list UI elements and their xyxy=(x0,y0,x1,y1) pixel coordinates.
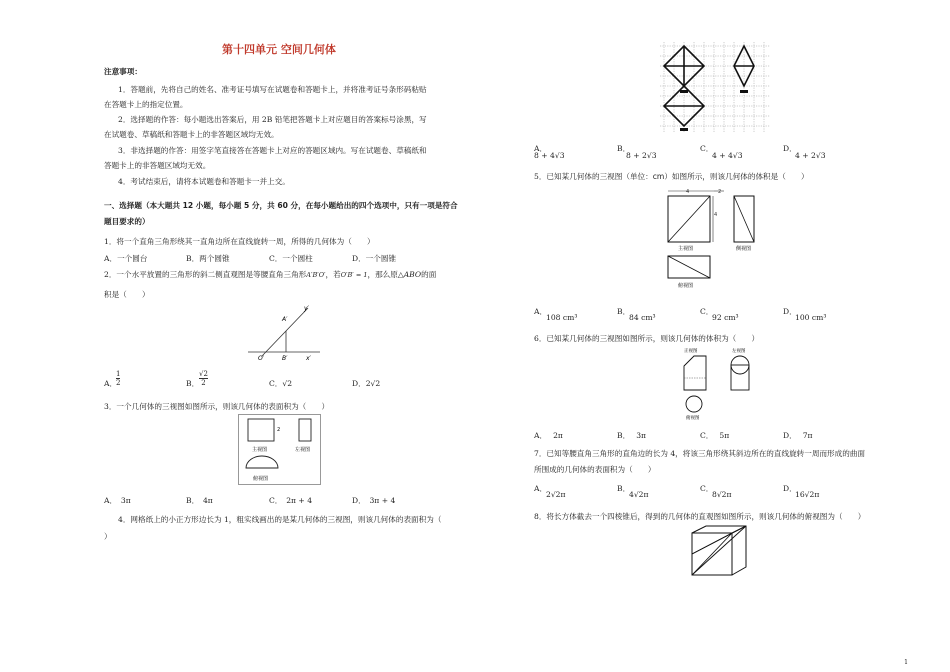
label-side: 左视图 xyxy=(295,447,311,453)
question-3: 3．一个几何体的三视图如图所示，则该几何体的表面积为（ ） xyxy=(104,402,330,411)
page-number: 1 xyxy=(904,659,908,666)
q4-option-a-value: 8 + 4√3 xyxy=(534,151,565,160)
cut-edge-4 xyxy=(692,526,746,554)
q2-figure xyxy=(240,304,330,364)
question-7: 7．已知等腰直角三角形的直角边的长为 4，将该三角形绕其斜边所在的直线旋转一周而形成的曲面 xyxy=(534,449,866,458)
q3-option-b: B． 4π xyxy=(186,496,213,505)
q4-option-d: D． xyxy=(783,144,797,153)
q2-triangle-abo: △ABO xyxy=(397,270,422,279)
q4-option-c-value: 4 + 4√3 xyxy=(712,151,743,160)
label-front: 正视图 xyxy=(684,349,698,354)
q4-option-b-value: 8 + 2√3 xyxy=(626,151,657,160)
notice-line: 4．考试结束后，请将本试题卷和答题卡一并上交。 xyxy=(118,177,290,186)
label-front: 主视图 xyxy=(252,447,268,453)
q5-option-b: B． xyxy=(617,307,631,316)
q7-option-c-value: 8√2π xyxy=(712,490,732,499)
label-front: 主视图 xyxy=(678,246,694,252)
q1-option-c: C．一个圆柱 xyxy=(269,254,313,263)
q6-option-c: C． 5π xyxy=(700,431,730,440)
q2-option-b: B． xyxy=(186,379,200,388)
q2-text-c: ，若 xyxy=(325,270,341,279)
q5-unit: cm xyxy=(652,172,665,181)
q3-option-d: D． 3π + 4 xyxy=(352,496,396,505)
question-8: 8．将长方体截去一个四棱锥后，得到的几何体的直观图如图所示，则该几何体的俯视图为（ ） xyxy=(534,512,866,521)
q7-option-d: D． xyxy=(783,484,797,493)
question-2 xyxy=(104,269,436,280)
label-y: y′ xyxy=(304,305,309,312)
dim-v-label: 4 xyxy=(714,212,718,218)
question-5: 5．已知某几何体的三视图（单位：cm）如图所示，则该几何体的体积是（ ） xyxy=(534,172,809,181)
q6-option-d: D． 7π xyxy=(783,431,813,440)
section-heading-cont: 题目要求的） xyxy=(104,217,150,226)
question-2-cont: 积是（ ） xyxy=(104,290,150,299)
q5-figure xyxy=(664,186,764,292)
q7-option-b-value: 4√2π xyxy=(629,490,649,499)
q5-option-a-value: 108 cm³ xyxy=(546,313,578,322)
q2-option-c-value: √2 xyxy=(282,379,293,388)
q2-option-a: A． xyxy=(104,379,118,388)
q6-figure xyxy=(676,346,756,422)
front-diagonal xyxy=(668,196,710,242)
q2-option-c: C．√2 xyxy=(269,379,293,388)
q2-text-g: 的面 xyxy=(421,270,437,279)
q1-option-a: A．一个圆台 xyxy=(104,254,148,263)
q3-option-c: C． 2π + 4 xyxy=(269,496,313,505)
top-diagonal xyxy=(668,256,710,278)
notice-line: 在答题卡上的指定位置。 xyxy=(104,100,188,109)
q1-option-b: B．两个圆锥 xyxy=(186,254,230,263)
q5-option-a: A． xyxy=(534,307,548,316)
q5-option-c-value: 92 cm³ xyxy=(712,313,739,322)
top-view-semicircle xyxy=(246,456,278,468)
q6-option-a: A． 2π xyxy=(534,431,563,440)
question-4: 4．网格纸上的小正方形边长为 1，粗实线画出的是某几何体的三视图，则该几何体的表面积为（ xyxy=(118,515,442,524)
dim-2-label: 2 xyxy=(718,189,722,195)
q3-figure xyxy=(238,414,322,486)
front-view-tag xyxy=(680,90,688,93)
q2-triangle-label: A′B′O′ xyxy=(306,271,326,279)
label-a: A′ xyxy=(282,316,288,323)
q2-option-d: D．2√2 xyxy=(352,379,381,388)
q6-option-b: B． 3π xyxy=(617,431,647,440)
q2-length: O′B′ = 1 xyxy=(340,271,368,279)
top-view-circle xyxy=(686,396,702,412)
notice-heading: 注意事项： xyxy=(104,67,142,76)
q7-option-a: A． xyxy=(534,484,548,493)
label-side: 侧视图 xyxy=(736,246,752,252)
q8-figure xyxy=(690,525,752,581)
q2-option-a-value: 1 2 xyxy=(116,370,121,387)
q5-option-d-value: 100 cm³ xyxy=(795,313,827,322)
q4-option-c: C． xyxy=(700,144,714,153)
q4-option-b: B． xyxy=(617,144,631,153)
question-7-cont: 所围成的几何体的表面积为（ ） xyxy=(534,465,656,474)
notice-line: 1．答题前，先将自己的姓名、准考证号填写在试题卷和答题卡上，并将准考证号条形码粘贴 xyxy=(118,85,427,94)
q2-text-e: ，那么原 xyxy=(367,270,398,279)
top-view-tag xyxy=(680,128,688,131)
front-view xyxy=(248,419,274,441)
question-1: 1．将一个直角三角形绕其一直角边所在直线旋转一周，所得的几何体为（ ） xyxy=(104,237,375,246)
q7-option-b: B． xyxy=(617,484,631,493)
question-4-cont: ） xyxy=(104,532,112,541)
q5-option-b-value: 84 cm³ xyxy=(629,313,656,322)
page-title: 第十四单元 空间几何体 xyxy=(222,43,336,56)
notice-line: 3．非选择题的作答：用签字笔直接答在答题卡上对应的答题区域内。写在试题卷、草稿纸和 xyxy=(118,146,427,155)
section-heading: 一、选择题（本大题共 12 小题，每小题 5 分，共 60 分，在每小题给出的四个选项中，只有一项是符合 xyxy=(104,201,458,210)
label-o: O′ xyxy=(258,355,265,362)
label-top: 俯视图 xyxy=(686,416,700,421)
q1-option-d: D．一个圆锥 xyxy=(352,254,397,263)
side-view-rect xyxy=(731,365,749,390)
q5-option-d: D． xyxy=(783,307,797,316)
side-diagonal xyxy=(734,196,754,242)
q5-option-c: C． xyxy=(700,307,714,316)
q4-option-d-value: 4 + 2√3 xyxy=(795,151,826,160)
q4-option-a: A． xyxy=(534,144,548,153)
cut-edge-1 xyxy=(692,533,732,575)
q2-option-d-value: 2√2 xyxy=(365,379,381,388)
label-b: B′ xyxy=(282,355,288,362)
question-6: 6．已知某几何体的三视图如图所示，则该几何体的体积为（ ） xyxy=(534,334,760,343)
notice-line: 答题卡上的非答题区域均无效。 xyxy=(104,161,211,170)
q2-text-a: 2．一个水平放置的三角形的斜二侧直观图是等腰直角三角形 xyxy=(104,270,307,279)
q2-option-b-value: √2 2 xyxy=(199,370,208,387)
label-top: 俯视图 xyxy=(678,283,694,289)
q7-option-c: C． xyxy=(700,484,714,493)
notice-line: 2．选择题的作答：每小题选出答案后，用 2B 铅笔把答题卡上对应题目的答案标号涂黑，写 xyxy=(118,115,427,124)
label-two: 2 xyxy=(277,427,281,433)
side-view xyxy=(299,419,311,441)
q7-option-d-value: 16√2π xyxy=(795,490,820,499)
label-side: 左视图 xyxy=(732,349,746,354)
side-view-tag xyxy=(740,90,748,93)
label-top: 俯视图 xyxy=(253,476,269,482)
q7-option-a-value: 2√2π xyxy=(546,490,566,499)
front-view xyxy=(684,356,706,390)
q4-grid-figure xyxy=(660,42,770,132)
dim-4-label: 4 xyxy=(686,189,690,195)
label-x: x′ xyxy=(306,355,311,362)
notice-line: 在试题卷、草稿纸和答题卡上的非答题区域均无效。 xyxy=(104,130,279,139)
q3-option-a: A． 3π xyxy=(104,496,131,505)
